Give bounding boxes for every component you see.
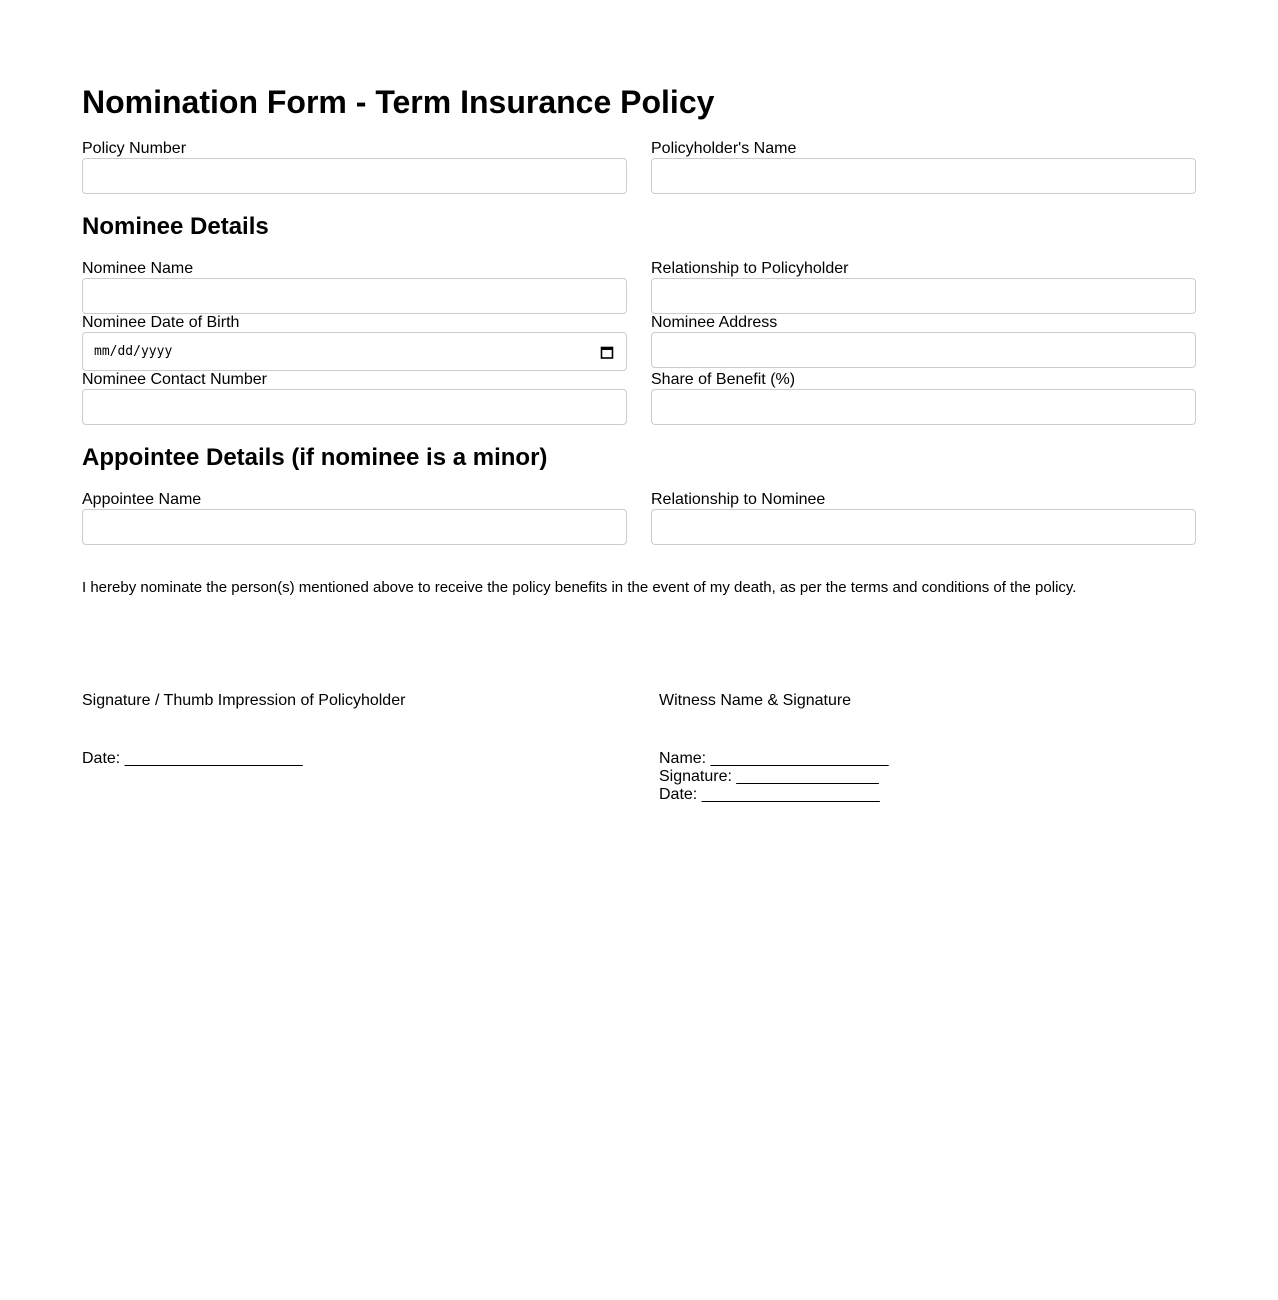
relationship-to-nominee-field (651, 491, 1196, 545)
appointee-name-input[interactable] (82, 509, 627, 545)
witness-signature-title: Witness Name & Signature (659, 692, 852, 709)
nominee-contact-label: Nominee Contact Number (82, 371, 267, 388)
page-title: Nomination Form - Term Insurance Policy (82, 84, 715, 120)
share-of-benefit-input[interactable] (651, 389, 1196, 425)
nominee-contact-input[interactable] (82, 389, 627, 425)
nominee-dob-input[interactable] (82, 332, 627, 371)
nominee-address-label: Nominee Address (651, 314, 778, 331)
policyholder-date-line: Date: ____________________ (82, 750, 303, 767)
witness-date-line: Date: ____________________ (659, 786, 880, 803)
nominee-name-field (82, 260, 627, 314)
nominee-details-heading: Nominee Details (82, 213, 269, 240)
appointee-details-heading: Appointee Details (if nominee is a minor) (82, 444, 548, 471)
nominee-contact-field (82, 371, 627, 425)
relationship-to-policyholder-label: Relationship to Policyholder (651, 260, 849, 277)
relationship-to-policyholder-input[interactable] (651, 278, 1196, 314)
relationship-to-nominee-input[interactable] (651, 509, 1196, 545)
witness-signature-block (659, 692, 889, 804)
policyholder-name-field (651, 140, 1196, 194)
appointee-name-label: Appointee Name (82, 491, 202, 508)
declaration-text: I hereby nominate the person(s) mentioned above to receive the policy benefits in the event of my death, as per the terms and conditions of the policy. (82, 579, 1077, 596)
calendar-icon[interactable] (600, 345, 614, 359)
policy-number-field (82, 140, 627, 194)
policy-number-label: Policy Number (82, 140, 187, 157)
share-of-benefit-label: Share of Benefit (%) (651, 371, 796, 388)
nominee-name-input[interactable] (82, 278, 627, 314)
nominee-dob-field (82, 314, 627, 371)
appointee-name-field (82, 491, 627, 545)
witness-signature-line: Signature: ________________ (659, 768, 879, 785)
policyholder-signature-block (82, 692, 405, 768)
policy-number-input[interactable] (82, 158, 627, 194)
nominee-dob-label: Nominee Date of Birth (82, 314, 240, 331)
nominee-address-input[interactable] (651, 332, 1196, 368)
witness-name-line: Name: ____________________ (659, 750, 889, 767)
nominee-name-label: Nominee Name (82, 260, 194, 277)
relationship-to-policyholder-field (651, 260, 1196, 314)
nominee-address-field (651, 314, 1196, 368)
date-placeholder: mm/dd/yyyy (94, 344, 173, 359)
relationship-to-nominee-label: Relationship to Nominee (651, 491, 826, 508)
policyholder-name-label: Policyholder's Name (651, 140, 797, 157)
policyholder-signature-title: Signature / Thumb Impression of Policyholder (82, 692, 406, 709)
policyholder-name-input[interactable] (651, 158, 1196, 194)
share-of-benefit-field (651, 371, 1196, 425)
